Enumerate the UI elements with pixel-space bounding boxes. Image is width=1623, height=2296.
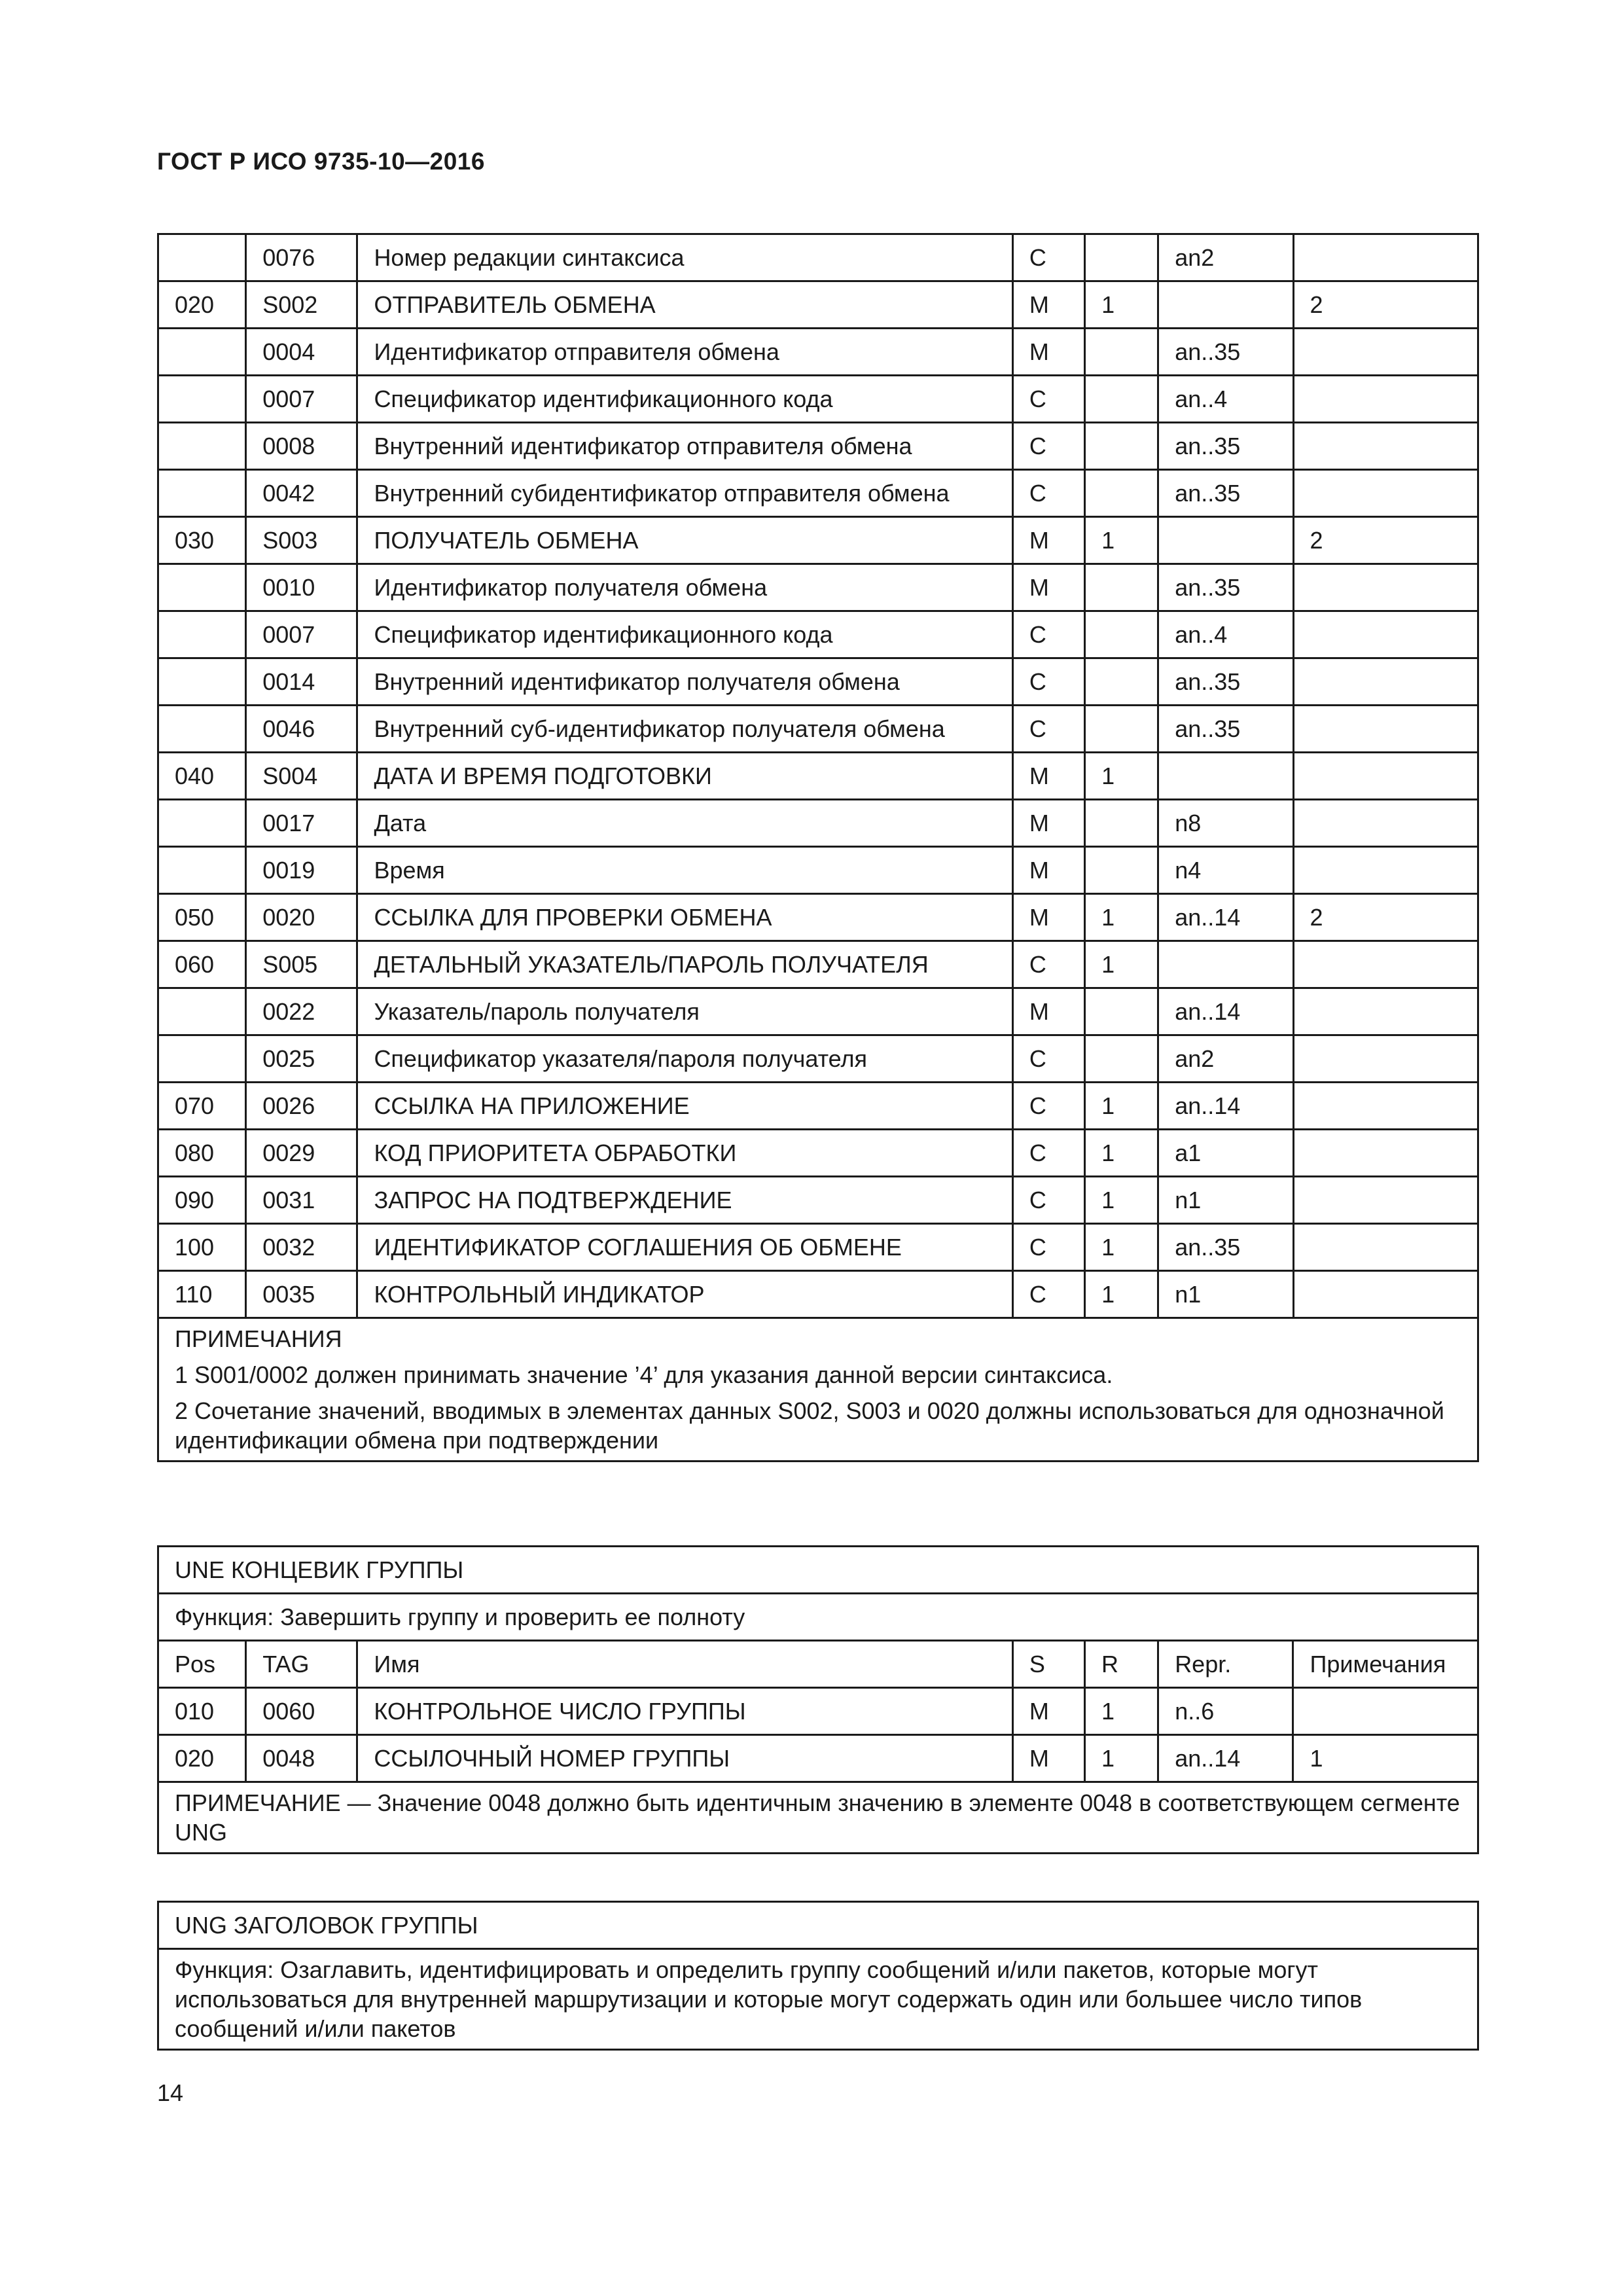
pos-cell: 030 bbox=[158, 517, 246, 564]
tag-cell: 0007 bbox=[246, 611, 357, 658]
table-row bbox=[158, 1224, 1478, 1271]
r-cell bbox=[1085, 847, 1158, 894]
r-cell bbox=[1085, 1035, 1158, 1083]
tag-cell: 0029 bbox=[246, 1130, 357, 1177]
tag-cell: S005 bbox=[246, 941, 357, 988]
segment-table bbox=[157, 233, 1479, 1462]
s-cell: C bbox=[1012, 470, 1084, 517]
s-cell: C bbox=[1012, 1177, 1084, 1224]
repr-cell: an..4 bbox=[1158, 376, 1293, 423]
name-cell: Указатель/пароль получателя bbox=[357, 988, 1012, 1035]
repr-cell: an..35 bbox=[1158, 706, 1293, 753]
repr-cell: an..35 bbox=[1158, 329, 1293, 376]
table-row bbox=[158, 988, 1478, 1035]
r-cell: 1 bbox=[1085, 941, 1158, 988]
repr-cell bbox=[1158, 517, 1293, 564]
tag-cell: 0060 bbox=[246, 1688, 357, 1735]
repr-cell: n1 bbox=[1158, 1271, 1293, 1318]
s-cell: C bbox=[1012, 706, 1084, 753]
pos-cell: 100 bbox=[158, 1224, 246, 1271]
table-row bbox=[158, 1130, 1478, 1177]
note-cell bbox=[1293, 1271, 1478, 1318]
repr-cell: n1 bbox=[1158, 1177, 1293, 1224]
notes-heading: ПРИМЕЧАНИЯ bbox=[175, 1325, 342, 1352]
ung-title-row bbox=[158, 1902, 1478, 1949]
s-cell: C bbox=[1012, 1224, 1084, 1271]
page-number: 14 bbox=[157, 2079, 184, 2106]
r-cell: 1 bbox=[1085, 1130, 1158, 1177]
pos-cell bbox=[158, 1035, 246, 1083]
s-cell: M bbox=[1012, 1688, 1084, 1735]
repr-cell: an..35 bbox=[1158, 564, 1293, 611]
name-cell: ДАТА И ВРЕМЯ ПОДГОТОВКИ bbox=[357, 753, 1012, 800]
table-row bbox=[158, 1035, 1478, 1083]
repr-cell: an..35 bbox=[1158, 423, 1293, 470]
tag-cell: 0032 bbox=[246, 1224, 357, 1271]
table-row bbox=[158, 1735, 1478, 1782]
pos-cell: 040 bbox=[158, 753, 246, 800]
repr-cell: an..35 bbox=[1158, 1224, 1293, 1271]
ung-function: Функция: Озаглавить, идентифицировать и определить группу сообщений и/или пакетов, которые могут использоваться для внутренней маршрутизации и которые могут содержать один или большее число типов сообщений и/или пакетов bbox=[158, 1949, 1478, 2050]
note-cell bbox=[1293, 941, 1478, 988]
r-cell bbox=[1085, 988, 1158, 1035]
repr-cell: an..35 bbox=[1158, 470, 1293, 517]
pos-cell bbox=[158, 329, 246, 376]
note-cell bbox=[1293, 329, 1478, 376]
pos-cell bbox=[158, 611, 246, 658]
tag-cell: 0010 bbox=[246, 564, 357, 611]
r-cell bbox=[1085, 706, 1158, 753]
note-cell bbox=[1293, 1130, 1478, 1177]
name-cell: ДЕТАЛЬНЫЙ УКАЗАТЕЛЬ/ПАРОЛЬ ПОЛУЧАТЕЛЯ bbox=[357, 941, 1012, 988]
r-cell: 1 bbox=[1085, 753, 1158, 800]
s-cell: S bbox=[1012, 1641, 1084, 1688]
pos-cell: 070 bbox=[158, 1083, 246, 1130]
note-cell bbox=[1293, 376, 1478, 423]
table-row bbox=[158, 470, 1478, 517]
note-cell: 2 bbox=[1293, 894, 1478, 941]
pos-cell: 050 bbox=[158, 894, 246, 941]
s-cell: C bbox=[1012, 1271, 1084, 1318]
s-cell: C bbox=[1012, 658, 1084, 706]
table-row bbox=[158, 423, 1478, 470]
table-row bbox=[158, 1177, 1478, 1224]
name-cell: ССЫЛКА ДЛЯ ПРОВЕРКИ ОБМЕНА bbox=[357, 894, 1012, 941]
s-cell: C bbox=[1012, 234, 1084, 281]
r-cell bbox=[1085, 234, 1158, 281]
pos-cell bbox=[158, 658, 246, 706]
s-cell: C bbox=[1012, 423, 1084, 470]
tag-cell: 0046 bbox=[246, 706, 357, 753]
table-row bbox=[158, 847, 1478, 894]
name-cell: ССЫЛОЧНЫЙ НОМЕР ГРУППЫ bbox=[357, 1735, 1012, 1782]
une-function: Функция: Завершить группу и проверить ее полноту bbox=[158, 1594, 1478, 1641]
tag-cell: S004 bbox=[246, 753, 357, 800]
tag-cell: 0019 bbox=[246, 847, 357, 894]
pos-cell: 090 bbox=[158, 1177, 246, 1224]
table-row bbox=[158, 376, 1478, 423]
s-cell: C bbox=[1012, 376, 1084, 423]
note-cell bbox=[1293, 234, 1478, 281]
table-row bbox=[158, 1688, 1478, 1735]
r-cell bbox=[1085, 470, 1158, 517]
note-cell bbox=[1293, 1688, 1478, 1735]
s-cell: M bbox=[1012, 517, 1084, 564]
table-row bbox=[158, 1271, 1478, 1318]
s-cell: M bbox=[1012, 564, 1084, 611]
table-row bbox=[158, 564, 1478, 611]
ung-table bbox=[157, 1901, 1479, 2051]
s-cell: M bbox=[1012, 847, 1084, 894]
ung-function-row bbox=[158, 1949, 1478, 2050]
repr-cell bbox=[1158, 281, 1293, 329]
tag-cell: 0048 bbox=[246, 1735, 357, 1782]
note-cell: 2 bbox=[1293, 517, 1478, 564]
name-cell: Спецификатор указателя/пароля получателя bbox=[357, 1035, 1012, 1083]
r-cell: 1 bbox=[1085, 1083, 1158, 1130]
tag-cell: 0004 bbox=[246, 329, 357, 376]
name-cell: ПОЛУЧАТЕЛЬ ОБМЕНА bbox=[357, 517, 1012, 564]
tag-cell: 0014 bbox=[246, 658, 357, 706]
tag-cell: 0022 bbox=[246, 988, 357, 1035]
note-cell bbox=[1293, 564, 1478, 611]
repr-cell: an..14 bbox=[1158, 1735, 1293, 1782]
name-cell: ССЫЛКА НА ПРИЛОЖЕНИЕ bbox=[357, 1083, 1012, 1130]
name-cell: Идентификатор получателя обмена bbox=[357, 564, 1012, 611]
note-cell bbox=[1293, 1224, 1478, 1271]
s-cell: M bbox=[1012, 800, 1084, 847]
s-cell: C bbox=[1012, 611, 1084, 658]
note-2: 2 Сочетание значений, вводимых в элементах данных S002, S003 и 0020 должны использоваться для однозначной идентификации обмена при подтверждении bbox=[175, 1397, 1444, 1454]
repr-cell: an..4 bbox=[1158, 611, 1293, 658]
note-cell bbox=[1293, 988, 1478, 1035]
tag-cell: TAG bbox=[246, 1641, 357, 1688]
table-row bbox=[158, 753, 1478, 800]
r-cell bbox=[1085, 658, 1158, 706]
name-cell: Имя bbox=[357, 1641, 1012, 1688]
repr-cell: n8 bbox=[1158, 800, 1293, 847]
table-row bbox=[158, 894, 1478, 941]
repr-cell: n..6 bbox=[1158, 1688, 1293, 1735]
pos-cell bbox=[158, 988, 246, 1035]
pos-cell: 080 bbox=[158, 1130, 246, 1177]
s-cell: M bbox=[1012, 753, 1084, 800]
r-cell: 1 bbox=[1085, 1177, 1158, 1224]
tag-cell: 0007 bbox=[246, 376, 357, 423]
document-header: ГОСТ Р ИСО 9735-10—2016 bbox=[157, 148, 485, 175]
s-cell: M bbox=[1012, 1735, 1084, 1782]
table-row bbox=[158, 281, 1478, 329]
pos-cell bbox=[158, 706, 246, 753]
repr-cell: an..35 bbox=[1158, 658, 1293, 706]
name-cell: КОНТРОЛЬНЫЙ ИНДИКАТОР bbox=[357, 1271, 1012, 1318]
name-cell: Внутренний субидентификатор отправителя обмена bbox=[357, 470, 1012, 517]
name-cell: Внутренний идентификатор получателя обмена bbox=[357, 658, 1012, 706]
column-header-row bbox=[158, 1641, 1478, 1688]
r-cell bbox=[1085, 800, 1158, 847]
repr-cell: n4 bbox=[1158, 847, 1293, 894]
repr-cell bbox=[1158, 941, 1293, 988]
s-cell: C bbox=[1012, 1035, 1084, 1083]
r-cell: 1 bbox=[1085, 1688, 1158, 1735]
note-cell bbox=[1293, 423, 1478, 470]
note-cell bbox=[1293, 847, 1478, 894]
note-cell bbox=[1293, 1035, 1478, 1083]
repr-cell: an2 bbox=[1158, 234, 1293, 281]
name-cell: Дата bbox=[357, 800, 1012, 847]
r-cell bbox=[1085, 423, 1158, 470]
pos-cell bbox=[158, 847, 246, 894]
une-note: ПРИМЕЧАНИЕ — Значение 0048 должно быть идентичным значению в элементе 0048 в соответствующем сегменте UNG bbox=[158, 1782, 1478, 1854]
r-cell: R bbox=[1085, 1641, 1158, 1688]
tag-cell: 0008 bbox=[246, 423, 357, 470]
table-row bbox=[158, 658, 1478, 706]
repr-cell: a1 bbox=[1158, 1130, 1293, 1177]
repr-cell: an2 bbox=[1158, 1035, 1293, 1083]
tag-cell: 0042 bbox=[246, 470, 357, 517]
r-cell bbox=[1085, 564, 1158, 611]
table-row bbox=[158, 706, 1478, 753]
note-1: 1 S001/0002 должен принимать значение ’4’ для указания данной версии синтаксиса. bbox=[175, 1361, 1113, 1388]
repr-cell bbox=[1158, 753, 1293, 800]
note-cell: 1 bbox=[1293, 1735, 1478, 1782]
pos-cell bbox=[158, 234, 246, 281]
notes-cell bbox=[158, 1318, 1478, 1462]
r-cell: 1 bbox=[1085, 281, 1158, 329]
s-cell: M bbox=[1012, 894, 1084, 941]
pos-cell bbox=[158, 470, 246, 517]
tag-cell: 0017 bbox=[246, 800, 357, 847]
note-cell bbox=[1293, 800, 1478, 847]
une-function-row bbox=[158, 1594, 1478, 1641]
tag-cell: S003 bbox=[246, 517, 357, 564]
repr-cell: an..14 bbox=[1158, 894, 1293, 941]
s-cell: C bbox=[1012, 1083, 1084, 1130]
note-cell bbox=[1293, 470, 1478, 517]
tag-cell: 0020 bbox=[246, 894, 357, 941]
note-cell bbox=[1293, 753, 1478, 800]
repr-cell: an..14 bbox=[1158, 988, 1293, 1035]
name-cell: Идентификатор отправителя обмена bbox=[357, 329, 1012, 376]
tag-cell: 0076 bbox=[246, 234, 357, 281]
pos-cell bbox=[158, 800, 246, 847]
pos-cell bbox=[158, 423, 246, 470]
r-cell bbox=[1085, 376, 1158, 423]
note-cell bbox=[1293, 706, 1478, 753]
name-cell: ОТПРАВИТЕЛЬ ОБМЕНА bbox=[357, 281, 1012, 329]
pos-cell bbox=[158, 564, 246, 611]
table-row bbox=[158, 329, 1478, 376]
s-cell: C bbox=[1012, 1130, 1084, 1177]
s-cell: M bbox=[1012, 329, 1084, 376]
tag-cell: 0035 bbox=[246, 1271, 357, 1318]
r-cell: 1 bbox=[1085, 1224, 1158, 1271]
pos-cell bbox=[158, 376, 246, 423]
tag-cell: S002 bbox=[246, 281, 357, 329]
tag-cell: 0025 bbox=[246, 1035, 357, 1083]
s-cell: C bbox=[1012, 941, 1084, 988]
table-row bbox=[158, 234, 1478, 281]
une-note-row bbox=[158, 1782, 1478, 1854]
r-cell: 1 bbox=[1085, 1735, 1158, 1782]
name-cell: КОНТРОЛЬНОЕ ЧИСЛО ГРУППЫ bbox=[357, 1688, 1012, 1735]
pos-cell: 020 bbox=[158, 281, 246, 329]
r-cell: 1 bbox=[1085, 517, 1158, 564]
name-cell: Время bbox=[357, 847, 1012, 894]
table-row bbox=[158, 611, 1478, 658]
pos-cell: 020 bbox=[158, 1735, 246, 1782]
name-cell: Внутренний идентификатор отправителя обмена bbox=[357, 423, 1012, 470]
name-cell: КОД ПРИОРИТЕТА ОБРАБОТКИ bbox=[357, 1130, 1012, 1177]
note-cell: Примечания bbox=[1293, 1641, 1478, 1688]
table-row bbox=[158, 941, 1478, 988]
repr-cell: Repr. bbox=[1158, 1641, 1293, 1688]
segment-table-body bbox=[158, 234, 1478, 1318]
pos-cell: 060 bbox=[158, 941, 246, 988]
table-row bbox=[158, 517, 1478, 564]
notes-row bbox=[158, 1318, 1478, 1462]
name-cell: ЗАПРОС НА ПОДТВЕРЖДЕНИЕ bbox=[357, 1177, 1012, 1224]
r-cell bbox=[1085, 611, 1158, 658]
name-cell: Внутренний суб-идентификатор получателя обмена bbox=[357, 706, 1012, 753]
name-cell: Спецификатор идентификационного кода bbox=[357, 611, 1012, 658]
une-table bbox=[157, 1545, 1479, 1854]
note-cell bbox=[1293, 611, 1478, 658]
name-cell: Номер редакции синтаксиса bbox=[357, 234, 1012, 281]
une-title-row bbox=[158, 1547, 1478, 1594]
note-cell: 2 bbox=[1293, 281, 1478, 329]
une-title: UNE КОНЦЕВИК ГРУППЫ bbox=[158, 1547, 1478, 1594]
r-cell bbox=[1085, 329, 1158, 376]
note-cell bbox=[1293, 658, 1478, 706]
note-cell bbox=[1293, 1083, 1478, 1130]
pos-cell: 010 bbox=[158, 1688, 246, 1735]
name-cell: ИДЕНТИФИКАТОР СОГЛАШЕНИЯ ОБ ОБМЕНЕ bbox=[357, 1224, 1012, 1271]
pos-cell: Pos bbox=[158, 1641, 246, 1688]
name-cell: Спецификатор идентификационного кода bbox=[357, 376, 1012, 423]
table-row bbox=[158, 800, 1478, 847]
tag-cell: 0026 bbox=[246, 1083, 357, 1130]
tag-cell: 0031 bbox=[246, 1177, 357, 1224]
r-cell: 1 bbox=[1085, 1271, 1158, 1318]
s-cell: M bbox=[1012, 281, 1084, 329]
note-cell bbox=[1293, 1177, 1478, 1224]
s-cell: M bbox=[1012, 988, 1084, 1035]
r-cell: 1 bbox=[1085, 894, 1158, 941]
repr-cell: an..14 bbox=[1158, 1083, 1293, 1130]
ung-title: UNG ЗАГОЛОВОК ГРУППЫ bbox=[158, 1902, 1478, 1949]
table-row bbox=[158, 1083, 1478, 1130]
pos-cell: 110 bbox=[158, 1271, 246, 1318]
